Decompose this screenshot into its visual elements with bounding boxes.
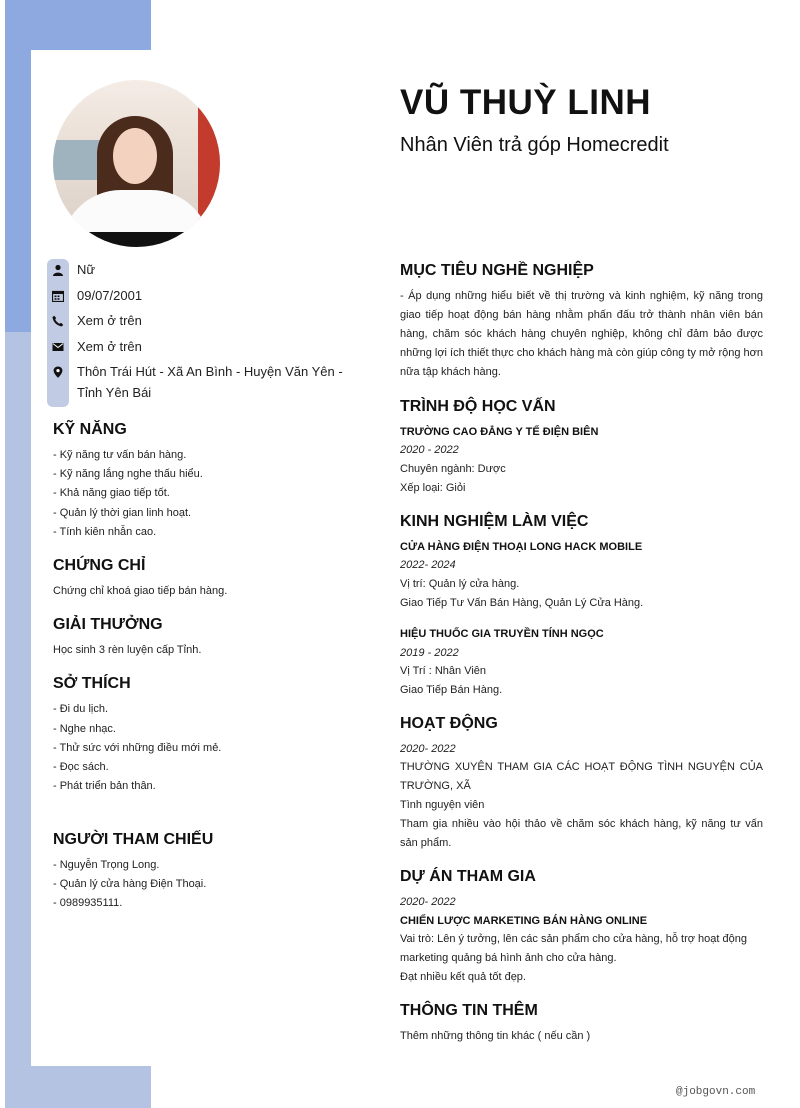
extra-text: Thêm những thông tin khác ( nếu cần ) (400, 1030, 591, 1042)
job-period: 2019 - 2022 (400, 647, 459, 659)
objective-heading: MỤC TIÊU NGHỀ NGHIỆP (400, 262, 594, 279)
contact-phone: Xem ở trên (77, 313, 142, 328)
person-icon (52, 264, 64, 276)
contact-birthday: 09/07/2001 (77, 288, 143, 303)
activity-period: 2020- 2022 (400, 743, 456, 755)
project-period: 2020- 2022 (400, 896, 456, 908)
contact-gender: Nữ (77, 262, 96, 277)
activity-role: Tình nguyện viên (400, 799, 485, 811)
education-rank: Xếp loại: Giỏi (400, 482, 466, 494)
watermark-text: @jobgovn.com (676, 1086, 756, 1098)
job-role: Vị trí: Quản lý cửa hàng. (400, 578, 520, 590)
activities-heading: HOẠT ĐỘNG (400, 715, 498, 732)
skills-heading: KỸ NĂNG (53, 421, 127, 438)
education-heading: TRÌNH ĐỘ HỌC VẤN (400, 398, 556, 415)
skill-item: - Quản lý thời gian linh hoạt. (53, 507, 192, 519)
extra-heading: THÔNG TIN THÊM (400, 1002, 538, 1019)
education-major: Chuyên ngành: Dược (400, 463, 506, 475)
hobby-item: - Đi du lịch. (53, 703, 109, 715)
contact-email: Xem ở trên (77, 339, 142, 354)
objective-text: - Áp dụng những hiểu biết về thị trường và kinh nghiệm, kỹ năng trong giao tiếp hoạt động bán hàng nhằm phấn đấu trở thành nhân viên bán hàng, chăm sóc khách hàng chuyên nghiệp, không chỉ đảm bảo được những lợi ích thiết thực cho khách hàng mà còn giúp công ty mở rộng hơn nữa tập khách hàng. (400, 290, 763, 378)
certificate-item: Chứng chỉ khoá giao tiếp bán hàng. (53, 585, 228, 597)
job-description: Giao Tiếp Bán Hàng. (400, 684, 503, 696)
education-period: 2020 - 2022 (400, 444, 459, 456)
reference-item: - 0989935111. (53, 897, 123, 909)
contact-address: Thôn Trái Hút - Xã An Bình - Huyện Văn Yên - Tỉnh Yên Bái (77, 364, 343, 400)
education-school: TRƯỜNG CAO ĐẲNG Y TẾ ĐIỆN BIÊN (400, 426, 599, 438)
awards-heading: GIẢI THƯỞNG (53, 616, 163, 633)
project-role: Vai trò: Lên ý tưởng, lên các sản phẩm cho cửa hàng, hỗ trợ hoạt động marketing quảng bá hình ảnh cho cửa hàng. (400, 933, 747, 964)
reference-item: - Nguyễn Trọng Long. (53, 859, 160, 871)
project-result: Đạt nhiều kết quả tốt đẹp. (400, 971, 526, 983)
job-company: HIỆU THUỐC GIA TRUYỀN TÍNH NGỌC (400, 628, 604, 640)
activity-name: THƯỜNG XUYÊN THAM GIA CÁC HOẠT ĐỘNG TÌNH NGUYỆN CỦA TRƯỜNG, XÃ (400, 761, 763, 792)
hobbies-heading: SỞ THÍCH (53, 675, 131, 692)
hobby-item: - Nghe nhạc. (53, 723, 116, 735)
job-company: CỬA HÀNG ĐIỆN THOẠI LONG HACK MOBILE (400, 541, 643, 553)
reference-item: - Quản lý cửa hàng Điện Thoại. (53, 878, 207, 890)
profile-photo (53, 80, 220, 247)
job-role: Vị Trí : Nhân Viên (400, 665, 487, 677)
skill-item: - Kỹ năng tư vấn bán hàng. (53, 449, 187, 461)
job-description: Giao Tiếp Tư Vấn Bán Hàng, Quản Lý Cửa Hàng. (400, 597, 644, 609)
award-item: Học sinh 3 rèn luyện cấp Tỉnh. (53, 644, 202, 656)
skill-item: - Khả năng giao tiếp tốt. (53, 487, 170, 499)
skill-item: - Tính kiên nhẫn cao. (53, 526, 157, 538)
location-pin-icon (52, 366, 64, 378)
phone-icon (52, 315, 64, 327)
contact-icon-bar (47, 259, 69, 407)
skill-item: - Kỹ năng lắng nghe thấu hiểu. (53, 468, 203, 480)
job-period: 2022- 2024 (400, 559, 456, 571)
experience-heading: KINH NGHIỆM LÀM VIỆC (400, 513, 589, 530)
projects-heading: DỰ ÁN THAM GIA (400, 868, 536, 885)
project-name: CHIẾN LƯỢC MARKETING BÁN HÀNG ONLINE (400, 915, 648, 927)
references-heading: NGƯỜI THAM CHIẾU (53, 831, 214, 848)
activity-description: Tham gia nhiều vào hội thảo về chăm sóc khách hàng, kỹ năng tư vấn sản phẩm. (400, 818, 763, 849)
hobby-item: - Phát triển bản thân. (53, 780, 156, 792)
candidate-name: VŨ THUỲ LINH (400, 83, 651, 122)
job-title: Nhân Viên trả góp Homecredit (400, 134, 669, 156)
certificates-heading: CHỨNG CHỈ (53, 557, 146, 574)
hobby-item: - Đọc sách. (53, 761, 109, 773)
hobby-item: - Thử sức với những điều mới mẻ. (53, 742, 222, 754)
calendar-icon (52, 290, 64, 302)
mail-icon (52, 341, 64, 353)
